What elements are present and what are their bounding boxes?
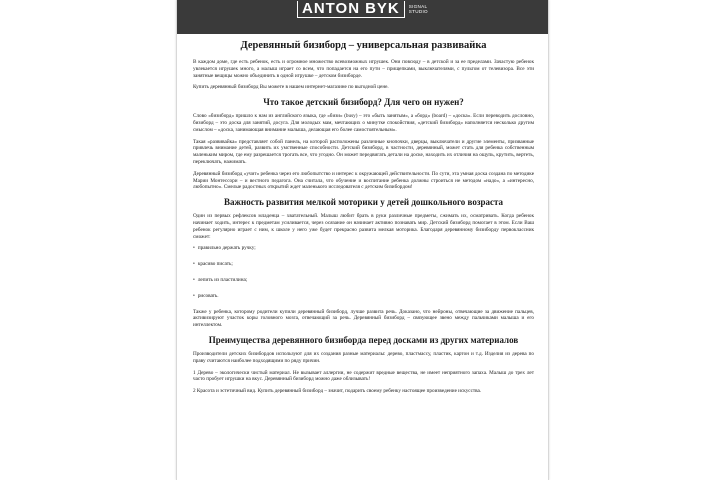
bullet-icon: • [193,276,195,283]
intro-paragraph-1: В каждом доме, где есть ребенок, есть и огромное множество всевозможных игрушек. Они повсюду – в детской и за ее пределами. Зачастую ребенок увлекается игрушек много, а малыш играет со всем, что попадается на его пути – прищепками, выключателями, с пультом от телевизора. Все эти занятные вещицы можно объединить в одной игрушке – детском бизиборде. [193,59,534,79]
bullet-icon: • [193,245,195,252]
list-item [193,293,534,300]
logo-sub-line-1: SIGNAL [408,3,428,9]
list-item-text: правильно держать ручку; [197,245,256,252]
section-1-heading: Что такое детский бизиборд? Для чего он нужен? [263,97,464,108]
skills-list [193,245,534,299]
list-item [193,277,534,284]
section-1-paragraph-3: Деревянный бизиборд «учит» ребенка через его любопытство и интерес к окружающей действительности. По сути, эта умная доска создана по методике Марии Монтессори – и вестного педагога. Она считала, что обучение и воспитание ребенка должны строиться не методом «надо», а «интересно, любопытно». Смелые радостных открытий ждет маленького исследователя с детским бизибордом! [193,170,534,191]
intro-paragraph-2: Купить деревянный бизиборд Вы можете в нашем интернет-магазине по выгодной цене. [193,84,389,91]
article-body [177,34,548,395]
section-2-heading: Важность развития мелкой моторики у детей дошкольного возраста [223,197,504,208]
list-item-text: красиво писать; [197,261,233,268]
list-item [193,245,534,252]
list-item [193,261,534,268]
section-3-paragraph-2: 1 Дерево – экологически чистый материал. Не вызывает аллергии, не содержит вредные вещества, не имеет неприятного запаха. Малыш до трех лет часто пробует игрушки на вкус. Деревянный бизиборд можно даже облизывать! [193,369,534,383]
studio-logo[interactable] [297,0,428,18]
section-3-heading: Преимущества деревянного бизиборда перед досками из других материалов [208,334,519,345]
bullet-icon: • [193,292,195,299]
logo-wordmark [297,1,405,18]
section-3-paragraph-3: 2 Красота и эстетичный вид. Купить деревянный бизиборд – значит, подарить своему ребенку настоящее произведение искусства. [193,388,482,395]
section-1-paragraph-1: Слово «бизиборд» пришло к нам из английского языка, где «бизи» (busy) – это «быть занятым», а «борд» (board) – «доска». Если переводить дословно, бизиборд – это доска для занятий, досуга. Для молодых мам, мечтающих о минутке спокойствия, «детский бизиборд» наполняется несколько другим смыслом – «доска, занимающая внимание малыша, делающая его более самостоятельным». [193,113,534,133]
page-title: Деревянный бизиборд – универсальная развивайка [240,40,487,51]
list-item-text: рисовать. [197,292,219,299]
logo-sub-line-2: STUDIO [408,9,428,14]
section-2-after-list: Также у ребенка, которому родители купили деревянный бизиборд, лучше развита речь. Доказано, что нейроны, отвечающие за движение пальцев, активизируют участок коры головного мозга, отвечающий за речь. Деревянный бизиборд – связующее звено между пальчиками малыша и его интеллектом. [193,308,534,329]
section-3-paragraph-1: Производители детских бизибордов используют для их создания разные материалы: дерево, пластмассу, пластик, картон и т.д. Изделия из дерева по праву считаются наиболее подходящими по ряду причин. [193,350,534,364]
list-item-text: лепить из пластилина; [197,276,248,283]
logo-part-1: ANTON [302,0,361,17]
logo-part-2: BYK [365,0,400,17]
section-1-paragraph-2: Такая «развивайка» представляет собой панель, на которой расположены различные кнопочки, дверцы, выключатели и другие элементы, призванные привлечь внимание детей, развить их умственные способности. Детский бизиборд, в частности, деревянный, может стать для ребенка собственным маленьким миром, где ему разрешается трогать все, что угодно. Он может передвигать детали на доске, находить их отличия на ощупь, крутить, вертеть, переключать, нажимать. [193,138,534,165]
section-2-paragraph-1: Один из первых рефлексов младенца – хватательный. Малыш любит брать в руки различные предметы, сжимать их, осматривать. Когда ребенок начинает ходить, интерес к предметам усиливается, через осязание он начинает активно познавать мир. Детский бизиборд помогает в этом. Если Ваш ребенок регулярно играет с ним, к школе у него уже будет прекрасно развита мелкая моторика. Благодаря деревянному бизиборду первоклассник сможет: [193,213,534,240]
logo-subtitle [409,4,428,15]
header-banner [177,0,548,34]
document-page [176,0,549,480]
bullet-icon: • [193,261,195,268]
